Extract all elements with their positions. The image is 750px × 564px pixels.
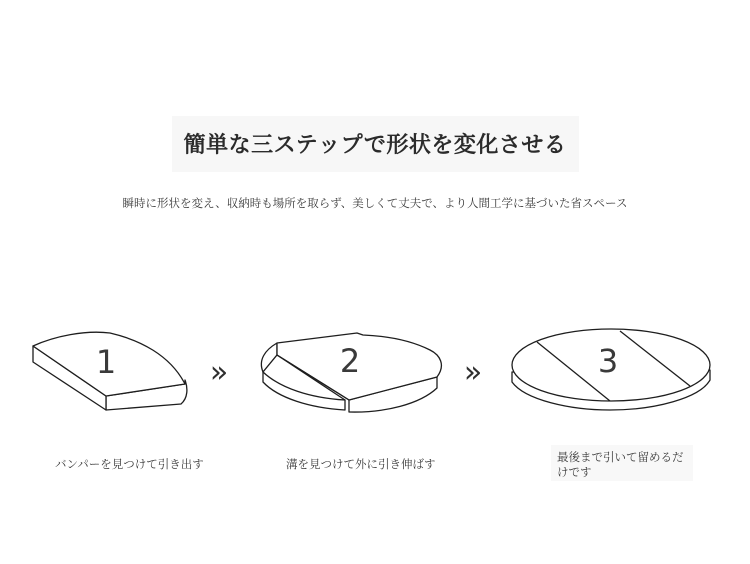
step2-caption: 溝を見つけて外に引き伸ばす xyxy=(286,457,436,471)
page-title: 簡単な三ステップで形状を変化させる xyxy=(183,133,567,158)
arrow-icon: » xyxy=(209,355,229,390)
step1-caption: バンパーを見つけて引き出す xyxy=(55,457,204,471)
step3-number: 3 xyxy=(597,342,619,380)
page-subtitle: 瞬時に形状を変え、収納時も場所を取らず、美しくて丈夫で、より人間工学に基づいた省スペース xyxy=(122,196,628,210)
step1-number: 1 xyxy=(95,343,117,381)
arrow-icon: » xyxy=(463,355,483,390)
step2-number: 2 xyxy=(339,342,361,380)
step3-caption: 最後まで引いて留めるだけです xyxy=(557,450,684,479)
